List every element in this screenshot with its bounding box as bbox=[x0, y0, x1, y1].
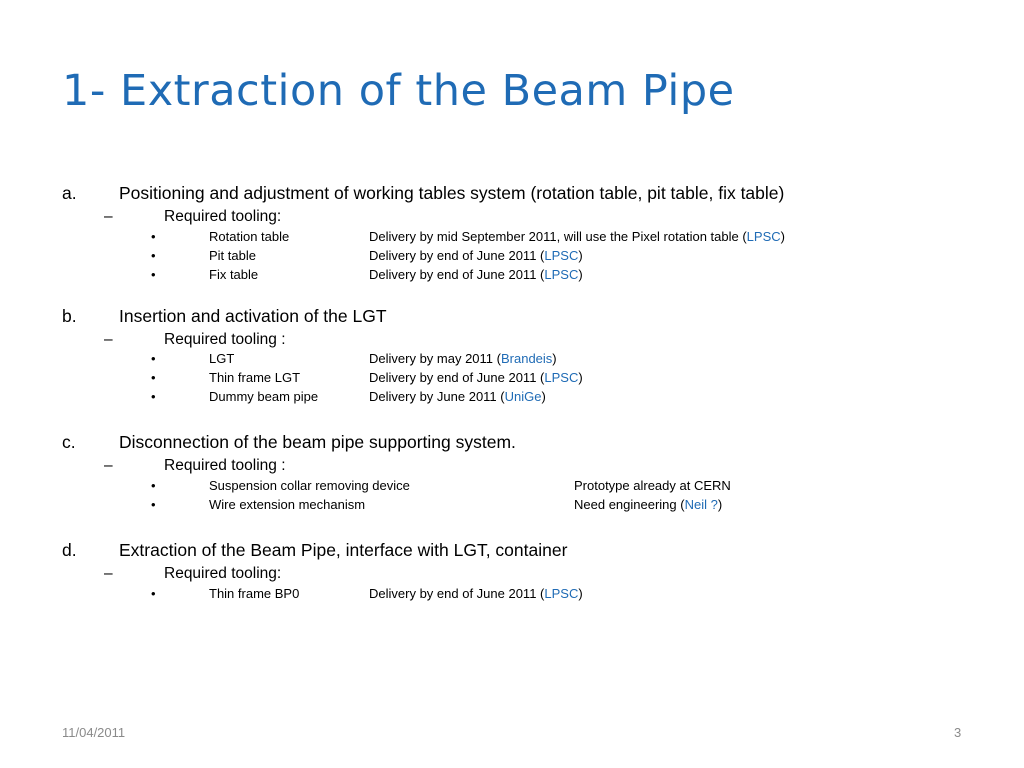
sub-marker: – bbox=[104, 457, 113, 474]
delivery-info: Delivery by may 2011 (Brandeis) bbox=[369, 351, 557, 366]
tool-name: Thin frame BP0 bbox=[209, 586, 300, 601]
footer-page-number: 3 bbox=[954, 725, 962, 740]
tool-name: Dummy beam pipe bbox=[209, 389, 319, 404]
bullet: • bbox=[151, 497, 156, 512]
delivery-info: Delivery by end of June 2011 (LPSC) bbox=[369, 267, 583, 282]
responsible-link[interactable]: LPSC bbox=[544, 267, 579, 282]
section-marker: b. bbox=[62, 306, 77, 326]
delivery-info: Delivery by mid September 2011, will use the Pixel rotation table (LPSC) bbox=[369, 229, 785, 244]
sub-marker: – bbox=[104, 565, 113, 582]
delivery-info: Need engineering (Neil ?) bbox=[574, 497, 723, 512]
responsible-link[interactable]: LPSC bbox=[544, 248, 579, 263]
delivery-info: Delivery by end of June 2011 (LPSC) bbox=[369, 586, 583, 601]
sub-label: Required tooling : bbox=[164, 331, 286, 348]
bullet: • bbox=[151, 586, 156, 601]
slide-title: 1- Extraction of the Beam Pipe bbox=[62, 66, 735, 116]
bullet: • bbox=[151, 229, 156, 244]
sub-label: Required tooling: bbox=[164, 565, 282, 582]
footer-date: 11/04/2011 bbox=[62, 725, 126, 740]
section-marker: d. bbox=[62, 540, 77, 560]
section-heading-text: Extraction of the Beam Pipe, interface with LGT, container bbox=[119, 540, 568, 560]
sub-label: Required tooling: bbox=[164, 208, 282, 225]
section-marker: c. bbox=[62, 432, 76, 452]
tool-name: Fix table bbox=[209, 267, 259, 282]
responsible-link[interactable]: LPSC bbox=[746, 229, 781, 244]
responsible-link[interactable]: Neil ? bbox=[684, 497, 718, 512]
bullet: • bbox=[151, 389, 156, 404]
bullet: • bbox=[151, 370, 156, 385]
delivery-info: Prototype already at CERN bbox=[574, 478, 731, 493]
section-heading-text: Disconnection of the beam pipe supporting system. bbox=[119, 432, 516, 452]
tool-name: Rotation table bbox=[209, 229, 290, 244]
delivery-info: Delivery by June 2011 (UniGe) bbox=[369, 389, 546, 404]
delivery-info: Delivery by end of June 2011 (LPSC) bbox=[369, 370, 583, 385]
responsible-link[interactable]: LPSC bbox=[544, 586, 579, 601]
bullet: • bbox=[151, 478, 156, 493]
sub-marker: – bbox=[104, 331, 113, 348]
tool-name: Wire extension mechanism bbox=[209, 497, 366, 512]
bullet: • bbox=[151, 267, 156, 282]
responsible-link[interactable]: UniGe bbox=[504, 389, 542, 404]
bullet: • bbox=[151, 351, 156, 366]
tool-name: Thin frame LGT bbox=[209, 370, 301, 385]
sub-label: Required tooling : bbox=[164, 457, 286, 474]
responsible-link[interactable]: Brandeis bbox=[500, 351, 553, 366]
delivery-info: Delivery by end of June 2011 (LPSC) bbox=[369, 248, 583, 263]
responsible-link[interactable]: LPSC bbox=[544, 370, 579, 385]
bullet: • bbox=[151, 248, 156, 263]
section-heading-text: Insertion and activation of the LGT bbox=[119, 306, 387, 326]
section-marker: a. bbox=[62, 183, 77, 203]
tool-name: LGT bbox=[209, 351, 235, 366]
tool-name: Suspension collar removing device bbox=[209, 478, 410, 493]
section-heading-text: Positioning and adjustment of working tables system (rotation table, pit table, fix table) bbox=[119, 183, 785, 203]
sub-marker: – bbox=[104, 208, 113, 225]
tool-name: Pit table bbox=[209, 248, 256, 263]
